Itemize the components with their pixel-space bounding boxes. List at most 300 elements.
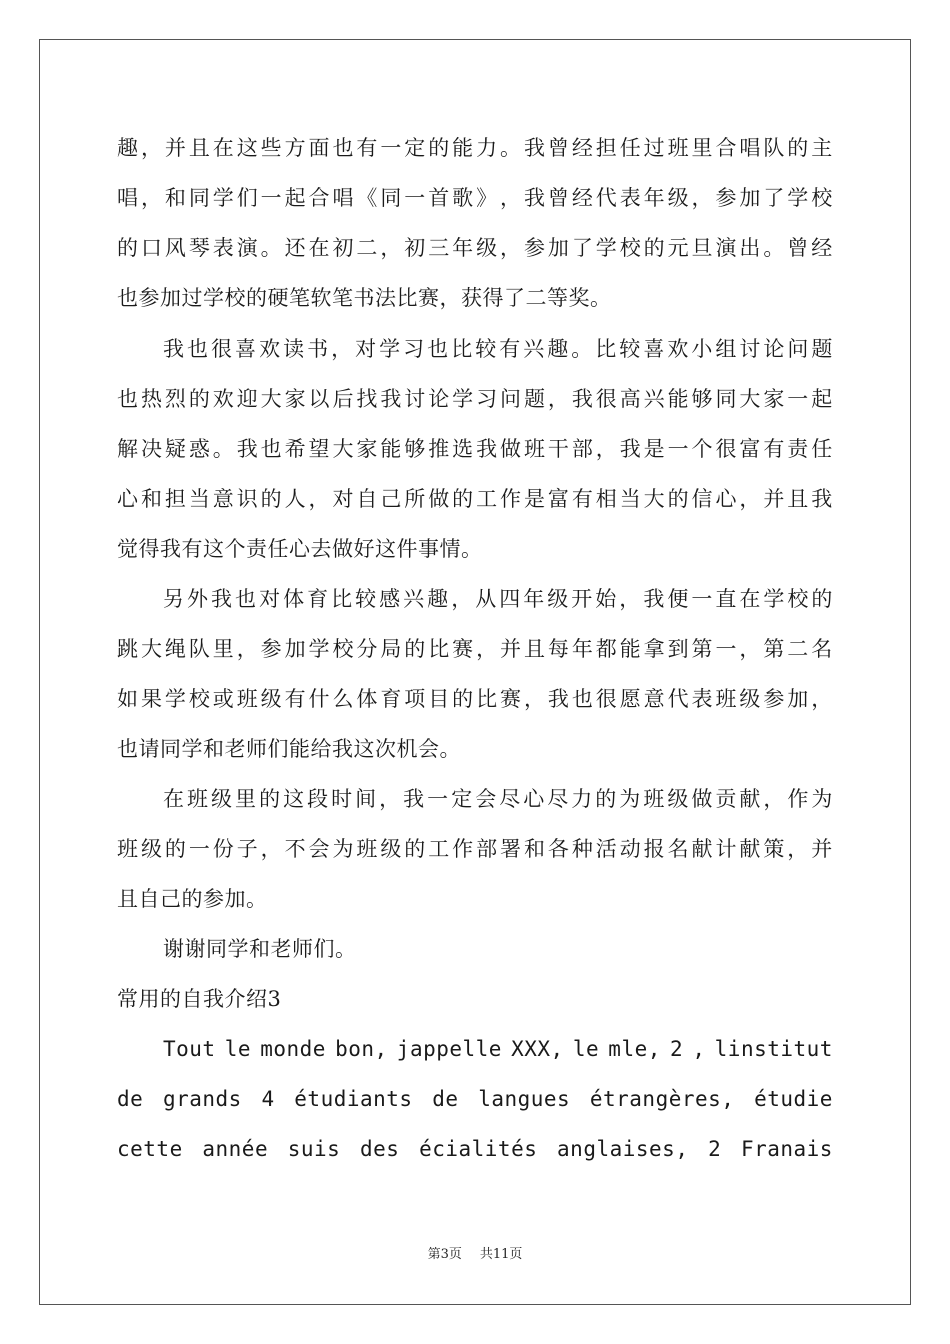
text-char: 并 — [763, 487, 785, 511]
text-word: le — [224, 1037, 252, 1061]
text-char: 欢 — [212, 387, 235, 411]
text-char: 主 — [811, 136, 833, 160]
text-line: 觉得我有这个责任心去做好这件事情。 — [117, 537, 483, 561]
text-char: 在 — [739, 587, 761, 611]
text-char: 同 — [715, 387, 737, 411]
text-char: 尽 — [547, 787, 569, 811]
text-char: 赛 — [452, 637, 474, 661]
text-char: 初 — [404, 236, 426, 260]
text-char: 些 — [260, 136, 283, 160]
text-char: 做 — [428, 487, 450, 511]
text-char: 大 — [332, 437, 354, 461]
text-char: 项 — [404, 687, 426, 711]
text-char: 里 — [691, 136, 713, 160]
text-char: 并 — [164, 136, 187, 160]
text-char: 策 — [763, 837, 785, 861]
text-char: 我 — [643, 587, 665, 611]
text-char: 学 — [787, 186, 809, 210]
text-char: 较 — [475, 337, 497, 361]
text-char: 合 — [308, 186, 330, 210]
text-char: 会 — [308, 837, 330, 861]
text-char: 表 — [619, 186, 642, 210]
text-char: ， — [811, 687, 833, 711]
text-char: 级 — [140, 837, 163, 861]
text-char: 献 — [739, 837, 761, 861]
text-char: 班 — [117, 837, 139, 861]
text-char: 各 — [547, 837, 570, 861]
text-char: 的 — [787, 136, 809, 160]
text-char: 学 — [308, 637, 330, 661]
text-char: 也 — [187, 337, 209, 361]
text-word: grands — [162, 1087, 242, 1111]
text-char: 段 — [307, 787, 329, 811]
text-char: 的 — [667, 487, 690, 511]
text-char: 起 — [284, 186, 307, 210]
text-line: 且自己的参加。 — [117, 887, 268, 911]
text-char: 在 — [212, 136, 235, 160]
text-char: 育 — [307, 587, 329, 611]
french-text-line — [163, 1034, 833, 1064]
text-char: 作 — [452, 837, 474, 861]
text-char: 我 — [403, 787, 425, 811]
text-char: 旦 — [691, 236, 713, 260]
text-char: 信 — [691, 487, 713, 511]
text-char: ， — [547, 387, 570, 411]
text-char: 定 — [404, 136, 426, 160]
text-char: 趣 — [117, 136, 139, 160]
text-char: 的 — [428, 136, 450, 160]
text-char: 学 — [379, 337, 401, 361]
text-char: 欢 — [259, 337, 281, 361]
text-char: 我 — [523, 186, 546, 210]
text-char: ， — [451, 587, 473, 611]
text-char: 作 — [500, 487, 522, 511]
text-char: 出 — [739, 236, 761, 260]
text-char: 比 — [428, 637, 450, 661]
text-char: 献 — [739, 787, 761, 811]
text-char: 一 — [691, 587, 713, 611]
text-char: 里 — [235, 787, 257, 811]
text-char: 在 — [163, 787, 185, 811]
text-char: 干 — [547, 437, 570, 461]
text-char: 相 — [595, 487, 618, 511]
text-char: 到 — [667, 637, 690, 661]
text-char: 部 — [571, 437, 594, 461]
text-char: 迎 — [236, 387, 259, 411]
text-char: 第 — [691, 637, 713, 661]
text-char: 班 — [236, 687, 259, 711]
text-char: 以 — [308, 387, 330, 411]
page-border — [39, 39, 911, 1305]
text-char: 读 — [283, 337, 305, 361]
text-char: 对 — [332, 487, 354, 511]
text-word: étrangères, — [589, 1087, 735, 1111]
text-char: 班 — [715, 687, 737, 711]
text-word: linstitut — [714, 1037, 833, 1061]
text-char: 惑 — [188, 437, 211, 461]
text-char: 的 — [188, 387, 211, 411]
text-char: 级 — [476, 236, 498, 260]
text-char: 的 — [811, 587, 833, 611]
text-char: 二 — [787, 637, 809, 661]
text-char: 大 — [140, 637, 163, 661]
text-char: 方 — [284, 136, 307, 160]
text-char: 的 — [643, 236, 666, 260]
text-char: 四 — [499, 587, 521, 611]
text-char: 也 — [260, 437, 283, 461]
text-char: 习 — [403, 337, 425, 361]
text-char: 的 — [117, 236, 139, 260]
text-char: 讨 — [739, 337, 761, 361]
text-char: 一 — [715, 637, 737, 661]
text-char: 署 — [500, 837, 522, 861]
text-char: 跳 — [117, 637, 139, 661]
text-char: 家 — [356, 437, 378, 461]
text-char: 的 — [452, 487, 474, 511]
text-char: 力 — [476, 136, 498, 160]
text-char: 做 — [500, 437, 522, 461]
text-char: 很 — [595, 387, 618, 411]
text-line — [117, 634, 833, 664]
text-char: 一 — [260, 186, 283, 210]
text-char: 富 — [547, 487, 570, 511]
text-char: 学 — [763, 587, 785, 611]
text-char: 里 — [212, 637, 235, 661]
text-char: 也 — [235, 587, 257, 611]
text-char: 。 — [763, 236, 785, 260]
text-line — [117, 133, 833, 163]
text-char: 曾 — [787, 236, 809, 260]
text-char: 加 — [787, 687, 809, 711]
text-line — [117, 384, 833, 414]
text-line — [117, 834, 833, 864]
text-char: 我 — [380, 387, 402, 411]
text-char: 较 — [619, 337, 641, 361]
text-char: 工 — [428, 837, 450, 861]
text-char: 能 — [452, 136, 474, 160]
text-char: 拿 — [643, 637, 666, 661]
text-char: 解 — [117, 437, 139, 461]
text-char: 后 — [332, 387, 354, 411]
text-char: 活 — [595, 837, 618, 861]
text-char: 的 — [452, 687, 474, 711]
text-char: 题 — [523, 387, 546, 411]
text-char: 有 — [356, 136, 378, 160]
text-char: 学 — [595, 236, 618, 260]
text-char: 便 — [667, 587, 689, 611]
text-char: ， — [236, 637, 259, 661]
text-char: 我 — [236, 437, 259, 461]
text-char: 且 — [188, 136, 211, 160]
text-char: ， — [523, 687, 546, 711]
text-char: 大 — [260, 387, 283, 411]
text-char: 级 — [380, 837, 402, 861]
text-char: 年 — [571, 637, 594, 661]
text-char: 够 — [404, 437, 426, 461]
text-char: 富 — [739, 437, 761, 461]
text-char: 我 — [571, 387, 594, 411]
text-char: 么 — [332, 687, 354, 711]
text-word: Franais — [740, 1137, 833, 1161]
text-char: 子 — [236, 837, 259, 861]
text-char: 趣 — [427, 587, 449, 611]
text-char: 面 — [308, 136, 330, 160]
text-char: 心 — [715, 487, 737, 511]
text-char: 很 — [595, 687, 618, 711]
text-char: 也 — [117, 387, 139, 411]
text-char: 我 — [476, 437, 498, 461]
text-char: 班 — [643, 787, 665, 811]
text-char: 比 — [595, 337, 617, 361]
text-char: 兴 — [523, 337, 545, 361]
text-char: 会 — [475, 787, 497, 811]
text-char: 和 — [164, 186, 187, 210]
text-word: étudiants — [294, 1087, 413, 1111]
text-char: ， — [595, 437, 618, 461]
french-text-line — [117, 1134, 833, 1164]
text-char: 责 — [787, 437, 809, 461]
text-char: 另 — [163, 587, 185, 611]
text-line — [163, 584, 833, 614]
text-char: 起 — [811, 387, 833, 411]
text-char: 表 — [212, 236, 235, 260]
text-char: 是 — [643, 437, 666, 461]
text-char: 力 — [571, 787, 593, 811]
text-char: 还 — [284, 236, 307, 260]
text-char: ， — [140, 136, 163, 160]
text-char: 做 — [691, 787, 713, 811]
text-char: 很 — [211, 337, 233, 361]
text-char: 时 — [331, 787, 353, 811]
text-char: ， — [763, 787, 785, 811]
text-char: 份 — [212, 837, 235, 861]
text-char: 热 — [140, 387, 163, 411]
text-char: 人 — [284, 487, 307, 511]
text-char: 学 — [164, 687, 187, 711]
text-char: 部 — [476, 837, 498, 861]
text-char: 校 — [332, 637, 354, 661]
text-char: 动 — [619, 837, 642, 861]
text-char: 经 — [811, 236, 833, 260]
text-char: 兴 — [643, 387, 666, 411]
text-char: 自 — [356, 487, 378, 511]
text-char: 并 — [811, 837, 833, 861]
text-line — [163, 784, 833, 814]
text-char: 很 — [715, 437, 737, 461]
text-char: 大 — [643, 487, 666, 511]
text-char: 开 — [571, 587, 593, 611]
text-word: , — [692, 1037, 706, 1061]
text-char: 为 — [332, 837, 354, 861]
section-title: 常用的自我介绍3 — [117, 987, 282, 1011]
text-char: 我 — [547, 687, 570, 711]
text-char: 趣 — [547, 337, 569, 361]
text-char: 的 — [259, 787, 281, 811]
text-char: 我 — [523, 136, 546, 160]
text-char: 名 — [667, 837, 690, 861]
text-char: 一 — [787, 387, 809, 411]
text-char: 兴 — [403, 587, 425, 611]
text-char: 一 — [404, 186, 426, 210]
text-char: 班 — [667, 136, 690, 160]
text-char: 心 — [523, 787, 545, 811]
text-char: 题 — [811, 337, 833, 361]
text-line — [163, 334, 833, 364]
text-line — [117, 183, 833, 213]
text-word: 2 — [670, 1037, 684, 1061]
text-char: 且 — [523, 637, 546, 661]
text-char: 家 — [284, 387, 307, 411]
text-char: 每 — [547, 637, 570, 661]
text-char: ， — [140, 186, 163, 210]
text-char: 口 — [140, 236, 163, 260]
text-char: 习 — [476, 387, 498, 411]
text-char: 愿 — [619, 687, 642, 711]
text-char: 参 — [763, 687, 785, 711]
text-char: 校 — [188, 687, 211, 711]
text-char: 这 — [236, 136, 259, 160]
text-char: 三 — [428, 236, 450, 260]
text-char: 望 — [308, 437, 330, 461]
text-line: 谢谢同学和老师们。 — [163, 937, 357, 961]
text-char: 找 — [356, 387, 378, 411]
text-word: de — [117, 1087, 144, 1111]
text-char: 喜 — [643, 337, 665, 361]
text-char: 当 — [188, 487, 211, 511]
text-char: 己 — [380, 487, 402, 511]
text-char: 名 — [811, 637, 833, 661]
text-char: 参 — [715, 186, 737, 210]
text-char: ， — [379, 787, 401, 811]
text-char: 直 — [715, 587, 737, 611]
text-char: 和 — [140, 487, 163, 511]
text-char: 并 — [500, 637, 522, 661]
text-word: monde — [260, 1037, 326, 1061]
text-char: 尽 — [499, 787, 521, 811]
text-char: 担 — [164, 487, 187, 511]
text-char: 工 — [476, 487, 498, 511]
text-char: 队 — [763, 136, 785, 160]
text-char: ， — [476, 637, 498, 661]
text-char: 加 — [547, 236, 570, 260]
text-char: 演 — [715, 236, 737, 260]
text-word: écialités — [419, 1137, 538, 1161]
text-char: 讨 — [404, 387, 426, 411]
text-char: 够 — [691, 387, 713, 411]
text-char: 学 — [452, 387, 474, 411]
text-char: 一 — [380, 136, 402, 160]
text-char: 班 — [356, 837, 378, 861]
text-word: suis — [287, 1137, 341, 1161]
text-char: 分 — [356, 637, 378, 661]
text-char: 计 — [715, 837, 737, 861]
text-char: 班 — [187, 787, 209, 811]
text-char: 选 — [452, 437, 474, 461]
text-char: ， — [500, 186, 522, 210]
text-char: 参 — [523, 236, 546, 260]
text-char: 比 — [451, 337, 473, 361]
text-word: des — [359, 1137, 400, 1161]
text-char: ， — [260, 837, 283, 861]
text-char: 组 — [715, 337, 737, 361]
text-char: 我 — [811, 487, 833, 511]
text-char: 级 — [211, 787, 233, 811]
text-char: 表 — [691, 687, 713, 711]
text-char: 也 — [427, 337, 449, 361]
text-char: 也 — [332, 136, 354, 160]
text-char: 育 — [380, 687, 402, 711]
text-char: ， — [787, 837, 809, 861]
text-char: 的 — [260, 487, 283, 511]
text-char: 年 — [643, 186, 666, 210]
text-word: cette — [117, 1137, 183, 1161]
text-char: ， — [739, 637, 761, 661]
text-char: 我 — [619, 437, 642, 461]
text-char: ， — [331, 337, 353, 361]
text-char: 队 — [188, 637, 211, 661]
text-char: 曾 — [547, 136, 570, 160]
text-char: 或 — [212, 687, 235, 711]
text-char: 对 — [259, 587, 281, 611]
french-text-line — [117, 1084, 833, 1114]
text-char: 加 — [739, 186, 761, 210]
text-char: 绳 — [164, 637, 187, 661]
text-char: 不 — [284, 837, 307, 861]
text-char: 我 — [163, 337, 185, 361]
text-char: 校 — [787, 587, 809, 611]
text-char: 心 — [117, 487, 139, 511]
text-char: 也 — [571, 687, 594, 711]
text-word: jappelle — [396, 1037, 502, 1061]
text-char: 为 — [619, 787, 641, 811]
text-char: 大 — [739, 387, 761, 411]
text-char: 所 — [404, 487, 426, 511]
text-char: 经 — [571, 186, 594, 210]
text-char: 年 — [523, 587, 545, 611]
text-char: 都 — [595, 637, 618, 661]
text-char: 感 — [379, 587, 401, 611]
text-char: 的 — [164, 837, 187, 861]
text-char: 过 — [643, 136, 666, 160]
text-char: 希 — [284, 437, 307, 461]
page-footer — [0, 1246, 950, 1264]
text-char: 代 — [595, 186, 618, 210]
text-char: 和 — [523, 837, 546, 861]
text-word: XXX, — [511, 1037, 564, 1061]
text-char: 有 — [499, 337, 521, 361]
text-word: langues — [478, 1087, 571, 1111]
text-char: 高 — [619, 387, 642, 411]
text-char: 一 — [667, 437, 690, 461]
text-char: 加 — [284, 637, 307, 661]
text-char: 论 — [763, 337, 785, 361]
text-char: 体 — [356, 687, 378, 711]
text-char: 比 — [331, 587, 353, 611]
text-char: 同 — [188, 186, 211, 210]
text-char: 级 — [260, 687, 283, 711]
text-char: 始 — [595, 587, 617, 611]
text-char: 烈 — [164, 387, 187, 411]
text-char: 任 — [619, 136, 642, 160]
text-char: 级 — [739, 687, 761, 711]
text-char: 一 — [427, 787, 449, 811]
text-char: 。 — [500, 136, 522, 160]
text-line — [117, 484, 833, 514]
text-char: 能 — [667, 387, 690, 411]
text-char: 唱 — [117, 186, 139, 210]
text-char: 这 — [283, 787, 305, 811]
text-char: 什 — [308, 687, 330, 711]
